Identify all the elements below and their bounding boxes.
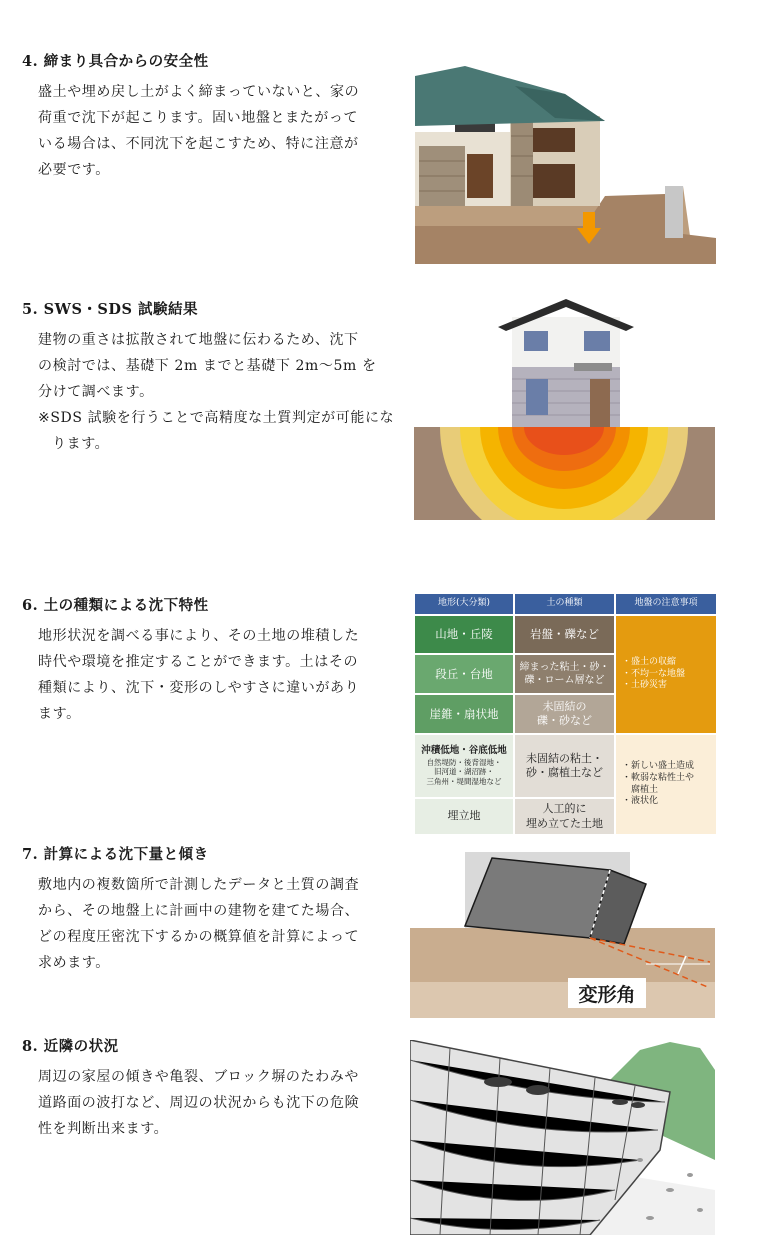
soil-type-cell: 締まった粘土・砂・ 礫・ローム層など	[515, 655, 614, 693]
lowland-detail: 自然堤防・後背湿地・ 旧河道・湖沼跡・ 三角州・堤間湿地など	[426, 757, 502, 787]
load-distribution-illustration	[414, 297, 715, 520]
section-4-line: 必要です。	[38, 162, 110, 178]
house-on-fill-illustration	[415, 66, 716, 264]
section-6-title: 6. 土の種類による沈下特性	[22, 597, 209, 614]
section-5-line: 分けて調べます。	[38, 384, 154, 400]
deformation-angle-label: 変形角	[578, 984, 636, 1006]
block-wall-illustration	[410, 1040, 715, 1235]
terrain-cell: 山地・丘陵	[415, 616, 513, 653]
table-header: 地形(大分類)	[415, 594, 513, 614]
section-6-line: 時代や環境を推定することができます。土はその	[38, 654, 359, 670]
section-8-title: 8. 近隣の状況	[22, 1038, 119, 1055]
soil-type-cell: 未固結の 礫・砂など	[515, 695, 614, 733]
section-8	[22, 1035, 402, 1142]
section-5-line: 建物の重さは拡散されて地盤に伝わるため、沈下	[38, 332, 359, 348]
section-5-title: 5. SWS・SDS 試験結果	[22, 301, 198, 318]
section-8-line: 道路面の波打など、周辺の状況からも沈下の危険	[38, 1095, 360, 1111]
section-7-title: 7. 計算による沈下量と傾き	[22, 846, 209, 863]
section-6-line: 地形状況を調べる事により、その土地の堆積した	[38, 628, 360, 644]
section-6-line: 種類により、沈下・変形のしやすさに違いがあり	[38, 680, 360, 696]
section-5-note: ※SDS 試験を行うことで高精度な土質判定が可能になります。	[38, 410, 395, 452]
section-8-line: 周辺の家屋の傾きや亀裂、ブロック塀のたわみや	[38, 1069, 359, 1085]
section-7	[22, 843, 402, 976]
section-6-line: ます。	[38, 706, 81, 722]
caution-cell: ・新しい盛土造成 ・軟弱な粘性土や 腐植土 ・液状化	[616, 735, 716, 834]
soil-type-cell: 岩盤・礫など	[515, 616, 614, 653]
terrain-cell: 埋立地	[415, 799, 513, 834]
caution-cell: ・盛土の収縮 ・不均一な地盤 ・土砂災害	[616, 616, 716, 733]
section-4-line: いる場合は、不同沈下を起こすため、特に注意が	[38, 136, 359, 152]
soil-type-cell: 未固結の粘土・ 砂・腐植土など	[515, 735, 614, 797]
section-8-line: 性を判断出来ます。	[38, 1121, 169, 1137]
terrain-cell: 段丘・台地	[415, 655, 513, 693]
section-6	[22, 594, 402, 727]
section-5	[22, 298, 402, 457]
soil-characteristics-table	[415, 594, 716, 834]
lowland-title: 沖積低地・谷底低地	[421, 745, 507, 757]
section-7-line: 敷地内の複数箇所で計測したデータと土質の調査	[38, 877, 360, 893]
section-7-line: どの程度圧密沈下するかの概算値を計算によって	[38, 929, 360, 945]
section-4-title: 4. 締まり具合からの安全性	[22, 53, 209, 70]
terrain-cell-lowland	[415, 735, 513, 797]
section-4-line: 盛土や埋め戻し土がよく締まっていないと、家の	[38, 84, 360, 100]
settlement-arrow-icon	[583, 212, 595, 228]
section-4-line: 荷重で沈下が起こります。固い地盤とまたがって	[38, 110, 359, 126]
soil-type-cell: 人工的に 埋め立てた土地	[515, 799, 614, 834]
section-5-line: の検討では、基礎下 2m までと基礎下 2m〜5m を	[38, 358, 377, 374]
terrain-cell: 崖錐・扇状地	[415, 695, 513, 733]
tilt-angle-illustration	[410, 852, 715, 1018]
section-7-line: から、その地盤上に計画中の建物を建てた場合、	[38, 903, 360, 919]
table-header: 土の種類	[515, 594, 614, 614]
section-4	[22, 50, 402, 183]
table-header: 地盤の注意事項	[616, 594, 716, 614]
section-7-line: 求めます。	[38, 955, 110, 971]
